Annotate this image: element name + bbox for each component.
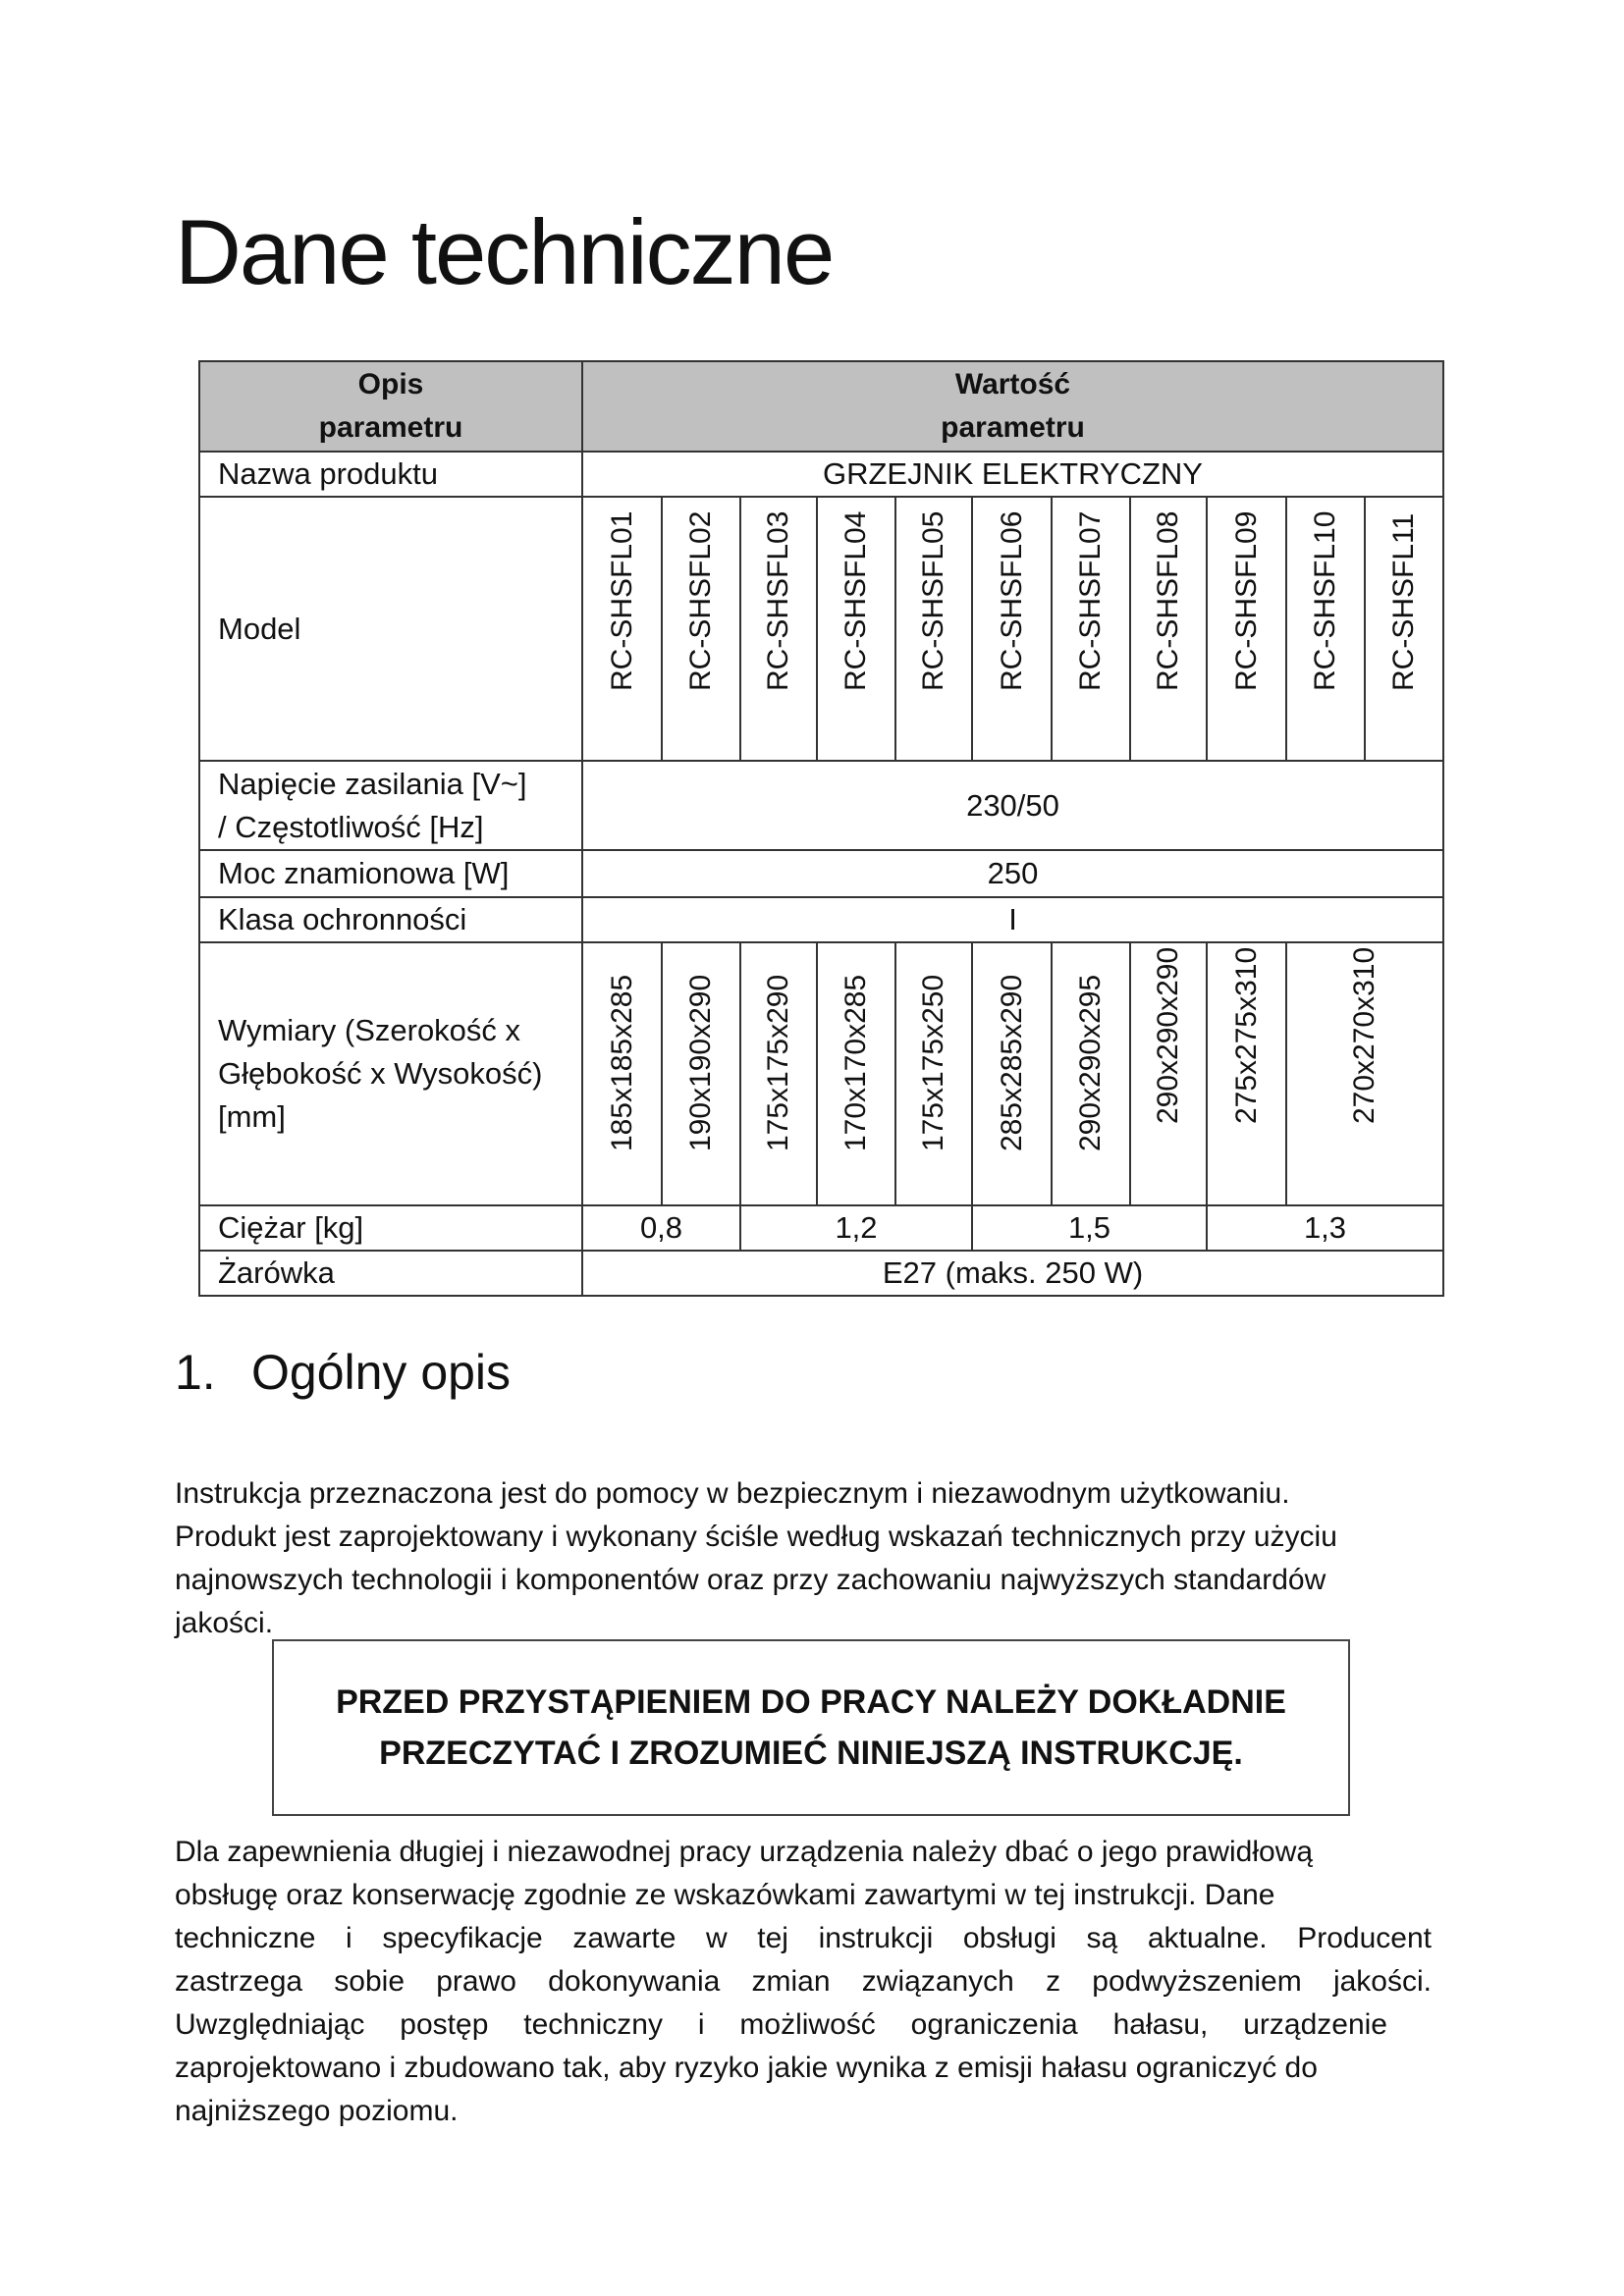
row-label: Moc znamionowa [W] (199, 850, 582, 897)
bulb-value: E27 (maks. 250 W) (582, 1251, 1443, 1296)
table-row-product-name (199, 452, 1443, 497)
warning-text-line: PRZED PRZYSTĄPIENIEM DO PRACY NALEŻY DOKŁADNIE (336, 1683, 1286, 1721)
row-label: Napięcie zasilania [V~] / Częstotliwość [Hz] (199, 761, 582, 850)
power-value: 250 (582, 850, 1443, 897)
dimension-cell: 175x175x250 (895, 942, 972, 1205)
row-label: Nazwa produktu (199, 452, 582, 497)
weight-value: 0,8 (582, 1205, 740, 1251)
model-cell: RC-SHSFL09 (1207, 497, 1286, 761)
model-cell: RC-SHSFL01 (582, 497, 662, 761)
weight-value: 1,2 (740, 1205, 972, 1251)
dimension-cell: 290x290x295 (1052, 942, 1130, 1205)
dimension-cell: 170x170x285 (817, 942, 895, 1205)
header-param-description: Opis parametru (199, 361, 582, 452)
section-number: 1. (175, 1345, 216, 1400)
row-label: Ciężar [kg] (199, 1205, 582, 1251)
product-name-value: GRZEJNIK ELEKTRYCZNY (582, 452, 1443, 497)
row-label: Model (199, 497, 582, 761)
voltage-value: 230/50 (582, 761, 1443, 850)
model-cell: RC-SHSFL06 (972, 497, 1052, 761)
table-row-protection-class (199, 897, 1443, 942)
section-title: Ogólny opis (251, 1345, 512, 1400)
table-row-bulb (199, 1251, 1443, 1296)
dimension-cell: 185x185x285 (582, 942, 662, 1205)
model-cell: RC-SHSFL04 (817, 497, 895, 761)
model-cell: RC-SHSFL07 (1052, 497, 1130, 761)
technical-specs-table (198, 360, 1444, 1297)
model-cell: RC-SHSFL10 (1286, 497, 1365, 761)
page-title: Dane techniczne (175, 200, 834, 303)
table-row-model (199, 497, 1443, 761)
warning-box (272, 1639, 1350, 1816)
model-cell: RC-SHSFL11 (1365, 497, 1443, 761)
model-cell: RC-SHSFL08 (1130, 497, 1207, 761)
model-cell: RC-SHSFL03 (740, 497, 817, 761)
header-param-value: Wartość parametru (582, 361, 1443, 452)
row-label: Klasa ochronności (199, 897, 582, 942)
maintenance-paragraph: Dla zapewnienia długiej i niezawodnej pracy urządzenia należy dbać o jego prawidłową obsługę oraz konserwację zgodnie ze wskazówkami zawartymi w tej instrukcji. Dane techniczne i specyfikacje zawarte w tej instrukcji obsługi są aktualne. Producent zastrzega sobie prawo dokonywania zmian związanych z podwyższeniem jakości. Uwzględniając postęp techniczny i możliwość ograniczenia hałasu, urządzenie zaprojektowano i zbudowano tak, aby ryzyko jakie wynika z emisji hałasu ograniczyć do najniższego poziomu. (175, 1836, 1432, 2127)
section-heading (175, 1343, 511, 1402)
dimension-cell: 290x290x290 (1130, 942, 1207, 1205)
dimension-cell: 275x275x310 (1207, 942, 1286, 1205)
dimension-cell: 270x270x310 (1286, 942, 1443, 1205)
table-row-power (199, 850, 1443, 897)
weight-value: 1,3 (1207, 1205, 1443, 1251)
row-label: Wymiary (Szerokość x Głębokość x Wysokość) [mm] (199, 942, 582, 1205)
model-cell: RC-SHSFL05 (895, 497, 972, 761)
table-header-row (199, 361, 1443, 452)
weight-value: 1,5 (972, 1205, 1207, 1251)
intro-paragraph: Instrukcja przeznaczona jest do pomocy w bezpiecznym i niezawodnym użytkowaniu. Produkt jest zaprojektowany i wykonany ściśle według wskazań technicznych przy użyciu najnowszych technologii i komponentów oraz przy zachowaniu najwyższych standardów jakości. (175, 1477, 1337, 1639)
model-cell: RC-SHSFL02 (662, 497, 740, 761)
dimension-cell: 285x285x290 (972, 942, 1052, 1205)
table-row-dimensions (199, 942, 1443, 1205)
table-row-weight (199, 1205, 1443, 1251)
dimension-cell: 190x190x290 (662, 942, 740, 1205)
protection-class-value: I (582, 897, 1443, 942)
dimension-cell: 175x175x290 (740, 942, 817, 1205)
warning-text-line: PRZECZYTAĆ I ZROZUMIEĆ NINIEJSZĄ INSTRUKCJĘ. (379, 1735, 1243, 1772)
row-label: Żarówka (199, 1251, 582, 1296)
table-row-voltage (199, 761, 1443, 850)
